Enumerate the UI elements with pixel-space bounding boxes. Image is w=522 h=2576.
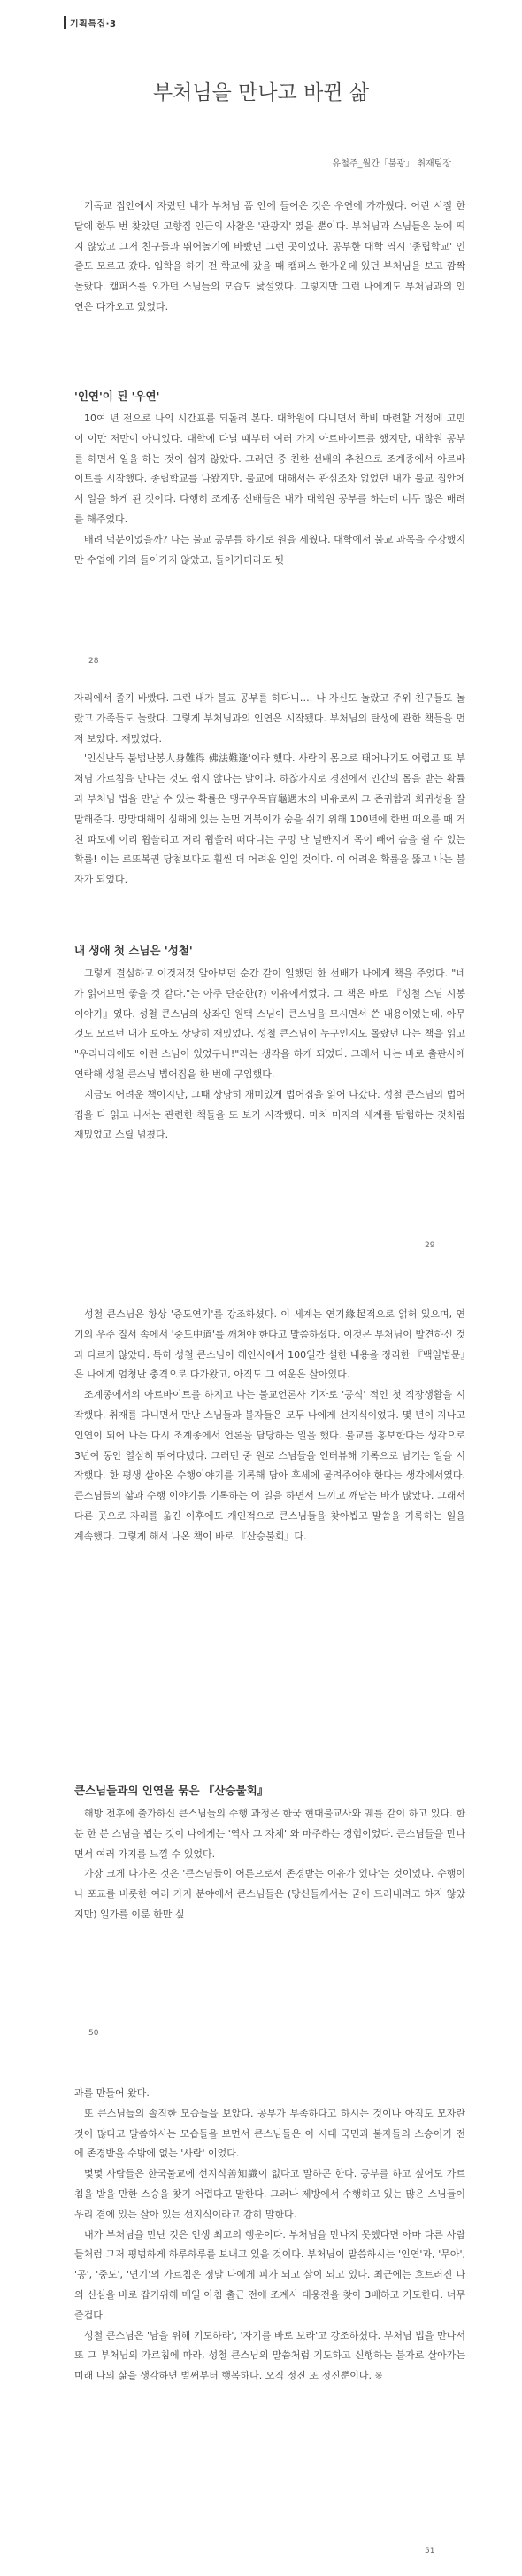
author-byline: 유철주_월간「불광」 취재팀장 [332, 159, 451, 169]
intro-paragraph: 기독교 집안에서 자랐던 내가 부처님 품 안에 들어온 것은 우연에 가까웠다. 어린 시절 한 달에 한두 번 찾았던 고향집 인근의 사찰은 '관광지' 였을 뿐이다. 부처님과 스님들은 눈에 띄지 않았고 그저 친구들과 뛰어놀기에 바빴던 그런 곳이었다. 공부한 대학 역시 '종립학교' 인 줄도 모르고 갔다. 입학을 하기 전 학교에 갔을 때 캠퍼스 한가운데 있던 부처님을 보고 깜짝 놀랐다. 캠퍼스를 오가던 스님들의 모습도 낯설었다. 그렇지만 그런 나에게도 부처님과의 인연은 다가오고 있었다. [74, 200, 465, 312]
end-mark-icon: ※ [374, 2370, 383, 2382]
body-paragraph: 과를 만들어 왔다. [74, 2087, 150, 2099]
section-heading-2: 내 생애 첫 스님은 '성철' [74, 944, 193, 957]
article-title: 부처님을 만나고 바뀐 삶 [152, 81, 370, 104]
section-heading-1: '인연'이 된 '우연' [74, 389, 160, 403]
body-paragraph: 조계종에서의 아르바이트를 하지고 나는 불교언론사 기자로 '공식' 적인 첫 직장생활을 시작했다. 취재를 다니면서 만난 스님들과 불자들은 모두 나에게 선지식이었다. 몇 년이 지나고 인연이 되어 나는 다시 조계종에서 언론을 담당하는 일을 했다. 불교를 홍보한다는 생각으로 3년여 동안 열심히 뛰어다녔다. 그러던 중 원로 스님들을 인터뷰해 기록으로 남기는 일을 시작했다. 한 평생 살아온 수행이야기를 기록해 담아 후세에 물려주어야 한다는 생각에서였다. 큰스님들의 삶과 수행 이야기를 기록하는 이 일을 하면서 느끼고 깨닫는 바가 많았다. 그래서 다른 곳으로 자리를 옮긴 이후에도 개인적으로 큰스님들을 찾아뵙고 말씀을 기록하는 일을 계속했다. 그렇게 해서 나온 책이 바로 『산승불회』다. [74, 1389, 465, 1542]
body-paragraph: '인신난득 불법난봉人身難得 佛法難逢'이라 했다. 사람의 몸으로 태어나기도 어렵고 또 부처님 가르침을 만나는 것도 쉽지 않다는 말이다. 하찮가지로 경전에서 인간의 몸을 받는 확률과 부처님 법을 만날 수 있는 확률은 맹구우목盲龜遇木의 비유로써 그 존귀함과 희귀성을 잘 말해준다. 망망대해의 심해에 있는 눈먼 거북이가 숨을 쉬기 위해 100년에 한번 떠오를 때 거친 파도에 이리 휩쓸리고 저리 휩쓸려 떠다니는 구멍 난 널빤지에 목이 빼어 숨을 쉴 수 있는 확률! 이는 로또복권 당첨보다도 훨씬 더 어려운 일일 것이다. 이 어려운 확률을 뚫고 나는 불자가 되었다. [74, 752, 465, 886]
body-paragraph: 10여 년 전으로 나의 시간표를 되돌려 본다. 대학원에 다니면서 학비 마련할 걱정에 고민이 이만 저만이 아니었다. 대학에 다닐 때부터 여러 가지 아르바이트를 했지만, 대학원 공부를 하면서 일을 하는 것이 쉽지 않았다. 그러던 중 친한 선배의 추천으로 조계종에서 아르바이트를 시작했다. 종립학교를 나왔지만, 불교에 대해서는 관심조차 없었던 내가 불교 집안에 서 일을 하게 된 것이다. 다행히 조계종 선배들은 내가 대학원 공부를 하는데 너무 많은 배려를 해주었다. [74, 413, 465, 525]
body-paragraph: 그렇게 결심하고 이것저것 알아보던 순간 같이 일했던 한 선배가 나에게 책을 주었다. "네가 읽어보면 좋을 것 같다."는 아주 단순한(?) 이유에서였다. 그 책은 바로 『성철 스님 시봉이야기』였다. 성철 큰스님의 상좌인 원택 스님이 큰스님을 모시면서 쓴 내용이었는데, 아무것도 모르던 내가 보아도 상당히 재밌었다. 성철 큰스님이 누구인지도 몰랐던 나는 책을 읽고 "우리나라에도 이런 스님이 있었구나!"라는 생각을 하게 되었다. 그래서 나는 바로 출판사에 연락해 성철 큰스님 법어집을 한 번에 구입했다. [74, 968, 465, 1080]
body-paragraph: 자리에서 졸기 바빴다. 그런 내가 불교 공부를 하다니…. 나 자신도 놀랐고 주위 친구들도 놀랐고 가족들도 놀랐다. 그렇게 부처님과의 인연은 시작됐다. 부처님의 탄생에 관한 책들을 먼저 보았다. 재밌었다. [74, 692, 465, 744]
body-paragraph: 가장 크게 다가온 것은 '큰스님들이 어른으로서 존경받는 이유가 있다'는 것이었다. 수행이나 포교를 비롯한 여러 가지 분야에서 큰스님들은 (당신들께서는 굳이 드러내려고 하지 않았지만) 일가를 이룬 한만 싶 [74, 1868, 465, 1920]
page-number: 51 [425, 2547, 435, 2556]
intro-paragraph-block [74, 197, 465, 318]
page-number: 28 [88, 657, 99, 666]
body-paragraph [74, 2326, 465, 2387]
body-paragraph: 지금도 어려운 책이지만, 그때 상당히 재미있게 법어집을 읽어 나갔다. 성철 큰스님의 법어집을 다 읽고 나서는 관련한 책들을 또 보기 시작했다. 마치 미지의 세계를 탐험하는 것처럼 재밌었고 스릴 넘쳤다. [74, 1088, 465, 1141]
page2-text-block-1 [74, 689, 465, 891]
section1-text-block [74, 409, 465, 570]
section-heading-3: 큰스님들과의 인연을 묶은 『산승불회』 [74, 1784, 269, 1797]
page3-text-block-2 [74, 1804, 465, 1925]
body-paragraph: 내가 부처님을 만난 것은 인생 최고의 행운이다. 부처님을 만나지 못했다면 아마 다른 사람들처럼 그저 평범하게 하루하루를 보내고 있을 것이다. 부처님이 말씀하시는 '인연'과, '무아', '공', '중도', '연기'의 가르침은 정말 나에게 피가 되고 살이 되고 있다. 최근에는 흐트러진 나의 신심을 바로 잡기위해 매일 아침 출근 전에 조계사 대웅전을 찾아 3배하고 기도한다. 너무 즐겁다. [74, 2228, 465, 2321]
closing-text: 성철 큰스님은 '남을 위해 기도하라', '자기를 바로 보라'고 강조하셨다. 부처님 법을 만나서 또 그 부처님의 가르침에 따라, 성철 큰스님의 말씀처럼 기도하고 신행하는 불자로 살아가는 미래 나의 삶을 생각하면 벌써부터 행복하다. 오직 정진 또 정진뿐이다. [74, 2329, 465, 2382]
page4-text-block [74, 2084, 465, 2387]
body-paragraph: 배려 덕분이었을까? 나는 불교 공부를 하기로 원을 세웠다. 대학에서 불교 과목을 수강했지만 수업에 거의 들어가지 않았고, 들어가더라도 뒷 [74, 533, 465, 566]
page-number: 50 [88, 2029, 99, 2038]
body-paragraph: 해방 전후에 출가하신 큰스님들의 수행 과정은 한국 현대불교사와 궤를 같이 하고 있다. 한 분 한 분 스님을 뵙는 것이 나에게는 '역사 그 자체' 와 마주하는 경험이었다. 큰스님들을 만나면서 여러 가지를 느낄 수 있었다. [74, 1808, 465, 1860]
section-tag: 기획특집·3 [64, 16, 116, 29]
body-paragraph: 몇몇 사람들은 한국불교에 선지식善知識이 없다고 말하곤 한다. 공부를 하고 싶어도 가르침을 받을 만한 스승을 찾기 어렵다고 말한다. 그러나 제방에서 수행하고 있는 많은 스님들이 우리 곁에 있는 살아 있는 선지식이라고 감히 말한다. [74, 2168, 465, 2220]
body-paragraph: 또 큰스님들의 솔직한 모습들을 보았다. 공부가 부족하다고 하시는 것이나 아직도 모자란 것이 많다고 말씀하시는 모습들을 보면서 큰스님들은 이 시대 국민과 불자들의 스승이기 전에 존경받을 수밖에 없는 '사람' 이었다. [74, 2107, 465, 2160]
body-paragraph: 성철 큰스님은 항상 '중도연기'를 강조하셨다. 이 세계는 연기緣起적으로 얽혀 있으며, 연기의 우주 질서 속에서 '중도中道'를 깨쳐야 한다고 말씀하셨다. 이것은 부처님이 발견하신 것과 다르지 않았다. 특히 성철 큰스님이 해인사에서 100일간 설한 내용을 정리한 『백일법문』은 나에게 엄청난 충격으로 다가왔고, 아직도 그 여운은 살아있다. [74, 1308, 465, 1381]
page-number: 29 [425, 1241, 435, 1250]
page3-text-block-1 [74, 1305, 465, 1547]
page2-text-block-2 [74, 964, 465, 1145]
